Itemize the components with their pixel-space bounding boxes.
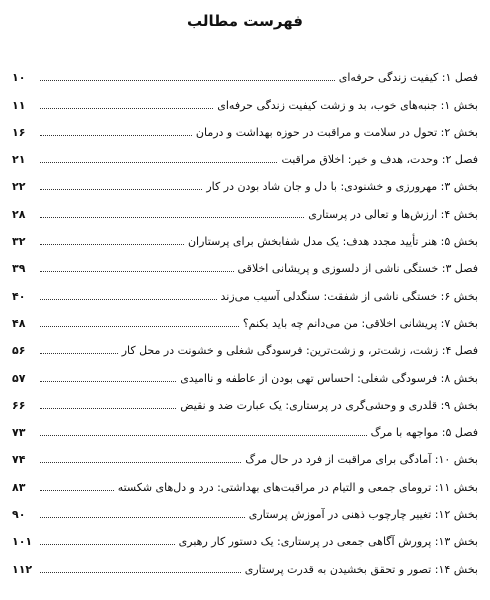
toc-entry: [12, 411, 478, 438]
dot-leader: [40, 435, 367, 436]
toc-entry-page: ۳۲: [12, 235, 26, 249]
dot-leader: [40, 572, 241, 573]
dot-leader: [40, 189, 202, 190]
toc-entry-page: ۱۰: [12, 71, 26, 85]
toc-entry: [12, 111, 478, 138]
toc-entry-page: ۴۸: [12, 316, 26, 330]
toc-entry-title: فصل ۲: وحدت، هدف و خیر: اخلاق مراقبت: [281, 153, 478, 167]
toc-entry: [12, 384, 478, 411]
dot-leader: [40, 271, 234, 272]
toc-entry-page: ۹۰: [12, 508, 26, 522]
toc-entry-page: ۵۷: [12, 371, 26, 385]
toc-entry: [12, 274, 478, 301]
toc-entry: [12, 138, 478, 165]
toc-entry-page: ۱۱: [12, 98, 26, 112]
toc-entry-title: بخش ۷: پریشانی اخلاقی: من می‌دانم چه باید بکنم؟: [242, 316, 478, 330]
dot-leader: [40, 299, 217, 300]
toc-entry-page: ۱۶: [12, 125, 26, 139]
toc-entry: [12, 165, 478, 192]
dot-leader: [40, 135, 192, 136]
toc-entry-title: بخش ۵: هنر تأیید مجدد هدف: یک مدل شفابخش برای پرستاران: [187, 235, 478, 249]
toc-entry-page: ۸۳: [12, 480, 26, 494]
dot-leader: [40, 80, 335, 81]
toc-entry-title: فصل ۱: کیفیت زندگی حرفه‌ای: [338, 71, 478, 85]
toc-list: [12, 56, 478, 575]
toc-entry-title: بخش ۱۴: تصور و تحقق بخشیدن به قدرت پرستاری: [244, 562, 478, 576]
toc-entry-page: ۲۲: [12, 180, 26, 194]
toc-entry-title: بخش ۲: تحول در سلامت و مراقبت در حوزه بهداشت و درمان: [195, 125, 478, 139]
toc-entry: [12, 465, 478, 492]
toc-entry-page: ۲۸: [12, 207, 26, 221]
toc-entry-title: بخش ۴: ارزش‌ها و تعالی در پرستاری: [308, 207, 478, 221]
toc-entry-page: ۷۳: [12, 426, 26, 440]
toc-entry: [12, 520, 478, 547]
toc-entry: [12, 247, 478, 274]
toc-entry: [12, 547, 478, 574]
dot-leader: [40, 217, 304, 218]
dot-leader: [40, 490, 114, 491]
toc-entry-page: ۷۴: [12, 453, 26, 467]
toc-entry-title: بخش ۱۰: آمادگی برای مراقبت از فرد در حال مرگ: [245, 453, 478, 467]
toc-entry-page: ۵۶: [12, 344, 26, 358]
toc-entry: [12, 493, 478, 520]
dot-leader: [40, 162, 277, 163]
dot-leader: [40, 408, 176, 409]
toc-entry: [12, 83, 478, 110]
toc-entry: [12, 302, 478, 329]
toc-entry-title: فصل ۳: خستگی ناشی از دلسوزی و پریشانی اخلاقی: [237, 262, 478, 276]
toc-entry-title: فصل ۴: زشت، زشت‌تر، و زشت‌ترین: فرسودگی شغلی و خشونت در محل کار: [121, 344, 478, 358]
toc-entry-page: ۴۰: [12, 289, 26, 303]
toc-entry: [12, 192, 478, 219]
toc-entry-title: بخش ۶: خستگی ناشی از شفقت: سنگدلی آسیب می‌زند: [220, 289, 478, 303]
toc-entry-title: بخش ۱: جنبه‌های خوب، بد و زشت کیفیت زندگی حرفه‌ای: [217, 98, 478, 112]
toc-entry: [12, 438, 478, 465]
toc-entry-title: فصل ۵: مواجهه با مرگ: [370, 426, 478, 440]
toc-entry-title: بخش ۳: مهرورزی و خشنودی: با دل و جان شاد بودن در کار: [206, 180, 478, 194]
dot-leader: [40, 326, 239, 327]
dot-leader: [40, 462, 241, 463]
toc-entry-page: ۱۱۲: [12, 562, 33, 576]
dot-leader: [40, 381, 176, 382]
toc-entry-title: بخش ۹: قلدری و وحشی‌گری در پرستاری: یک عبارت ضد و نقیض: [180, 398, 478, 412]
toc-entry: [12, 356, 478, 383]
page-title: فهرست مطالب: [187, 12, 303, 30]
toc-entry-page: ۳۹: [12, 262, 26, 276]
dot-leader: [40, 517, 245, 518]
toc-entry: [12, 329, 478, 356]
toc-entry-page: ۱۰۱: [12, 535, 33, 549]
toc-entry-title: بخش ۱۳: پرورش آگاهی جمعی در پرستاری: یک دستور کار رهبری: [178, 535, 478, 549]
dot-leader: [40, 544, 175, 545]
dot-leader: [40, 108, 213, 109]
toc-entry-title: بخش ۱۱: ترومای جمعی و التیام در مراقبت‌های بهداشتی: درد و دل‌های شکسته: [117, 480, 478, 494]
toc-entry-title: بخش ۸: فرسودگی شغلی: احساس تهی بودن از عاطفه و ناامیدی: [180, 371, 478, 385]
toc-entry-page: ۲۱: [12, 153, 26, 167]
toc-entry-page: ۶۶: [12, 398, 26, 412]
toc-entry: [12, 56, 478, 83]
dot-leader: [40, 353, 118, 354]
dot-leader: [40, 244, 184, 245]
toc-entry-title: بخش ۱۲: تغییر چارچوب ذهنی در آموزش پرستاری: [248, 508, 478, 522]
toc-entry: [12, 220, 478, 247]
